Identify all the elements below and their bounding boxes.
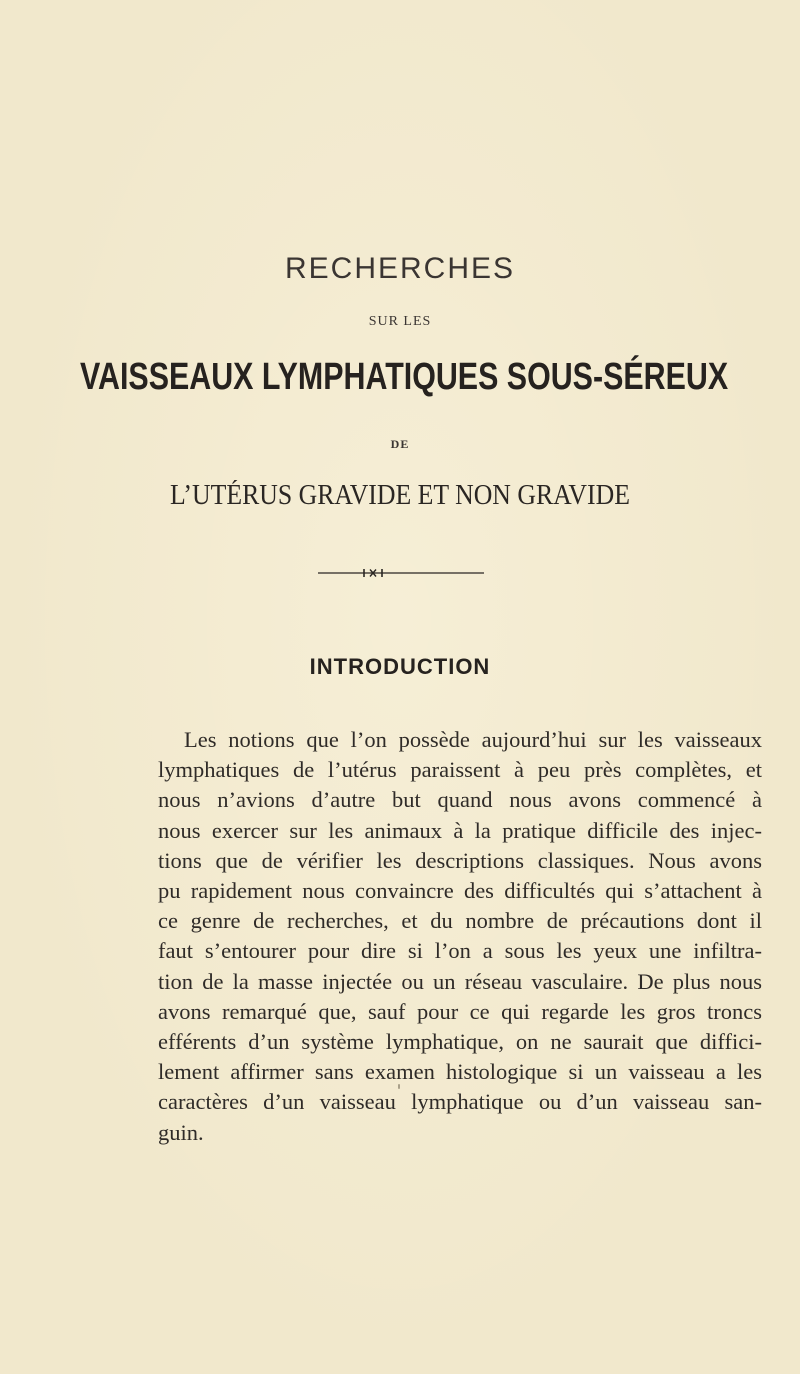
section-heading-introduction: INTRODUCTION — [309, 654, 491, 679]
paragraph-line: lymphatiques de l’utérus paraissent à peu près complètes, et — [158, 757, 762, 783]
paragraph-line: caractères d’un vaisseau lymphatique ou d’un vaisseau san- — [158, 1089, 762, 1115]
paragraph-line: tions que de vérifier les descriptions classiques. Nous avons — [158, 847, 762, 873]
paragraph-line: faut s’entourer pour dire si l’on a sous les yeux une infiltra- — [158, 938, 762, 964]
paragraph-line: efférents d’un système lymphatique, on ne saurait que diffici- — [158, 1029, 762, 1055]
paper-speck — [398, 1084, 400, 1089]
title-recherches: RECHERCHES — [284, 252, 516, 285]
paragraph-line: avons remarqué que, sauf pour ce qui regarde les gros troncs — [158, 998, 762, 1024]
title-uterus: L’UTÉRUS GRAVIDE ET NON GRAVIDE — [170, 480, 630, 511]
title-de: DE — [390, 437, 410, 451]
introduction-paragraph — [158, 725, 762, 1148]
paragraph-line: ce genre de recherches, et du nombre de précautions dont il — [158, 908, 762, 934]
title-sur-les: SUR LES — [368, 314, 432, 329]
paragraph-line: guin. — [158, 1119, 204, 1145]
title-vaisseaux: VAISSEAUX LYMPHATIQUES SOUS-SÉREUX — [80, 356, 729, 398]
paragraph-line: nous n’avions d’autre but quand nous avons commencé à — [158, 787, 762, 813]
paragraph-line: lement affirmer sans examen histologique si un vaisseau a les — [158, 1059, 762, 1085]
paragraph-line: nous exercer sur les animaux à la pratique difficile des injec- — [158, 817, 762, 843]
paragraph-line: Les notions que l’on possède aujourd’hui sur les vaisseaux — [184, 727, 762, 752]
paragraph-line: tion de la masse injectée ou un réseau vasculaire. De plus nous — [158, 968, 762, 994]
ornament-divider-icon — [318, 568, 484, 578]
paragraph-line: pu rapidement nous convaincre des difficultés qui s’attachent à — [158, 878, 762, 904]
